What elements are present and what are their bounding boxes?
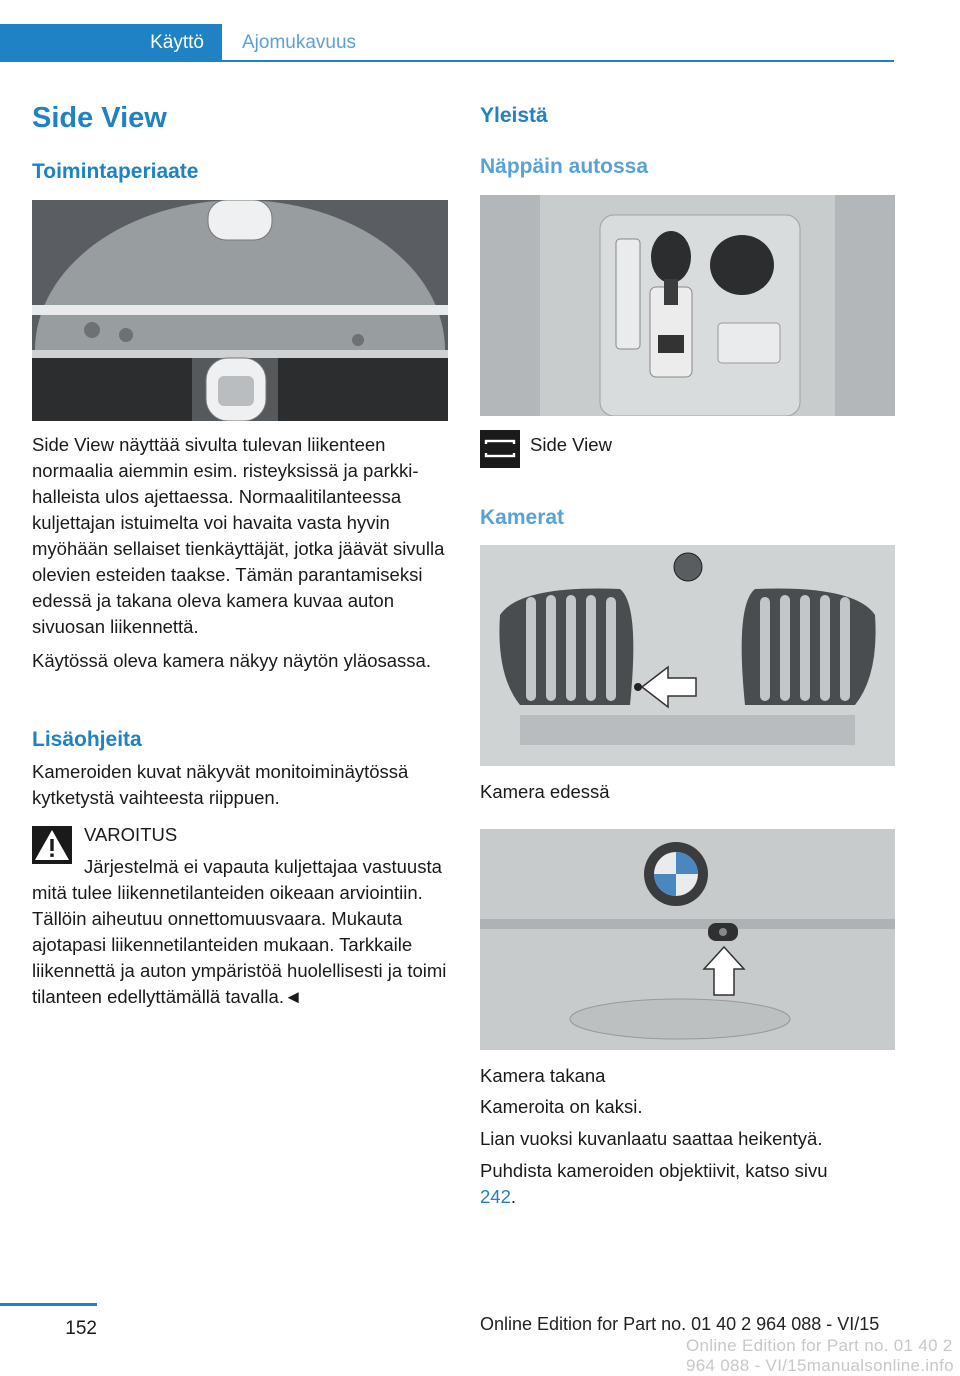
section-title-cameras: Kamerat (480, 506, 565, 529)
section-title-notes: Lisäohjeita (32, 728, 142, 751)
warning-text: Järjestelmä ei vapauta kuljettajaa vastuusta mitä tulee liikennetilanteiden oikeaan arviointiin. Tällöin aiheutuu onnettomuusvaara. Mukauta ajotapasi liikennetilanteiden mukaan. Tarkkaile liikennettä ja auton ympäristöä huolellisesti ja toimi tilanteen edellyttämällä tavalla.◄ (32, 856, 447, 1007)
warning-title: VAROITUS (84, 824, 178, 845)
principle-paragraph: Side View näyttää sivulta tulevan liikenteen normaalia aiemmin esim. risteyksissä ja parkkihalleista ulos ajettaessa. Normaalitilanteessa kuljettajan istuimelta voi havaita vasta hyvin myöhään sellaiset tienkäyttäjät, jotka jäävät sivulla olevien esteiden taakse. Tämän parantamiseksi edessä ja takana oleva kamera kuvaa auton sivuosan liikennettä. (32, 434, 445, 637)
cameras-count-paragraph: Kameroita on kaksi. (480, 1096, 643, 1117)
clean-text: Puhdista kameroiden objektiivit, katso sivu (480, 1160, 828, 1181)
tab-kaytto[interactable]: Käyttö (0, 24, 222, 62)
section-title-general: Yleistä (480, 104, 548, 127)
rear-camera-photo (480, 829, 895, 1050)
page-link-242[interactable]: 242 (480, 1186, 511, 1207)
clean-paragraph (480, 1158, 840, 1210)
notes-paragraph: Kameroiden kuvat näkyvät monitoiminäytössä kytketystä vaihteesta riippuen. (32, 761, 409, 808)
front-camera-photo (480, 545, 895, 766)
page-number: 152 (65, 1318, 97, 1339)
section-title-button: Näppäin autossa (480, 155, 649, 178)
watermark: Online Edition for Part no. 01 40 2 964 088 - VI/15manualsonline.info (686, 1336, 954, 1375)
header-divider (222, 60, 894, 62)
camera-display-paragraph: Käytössä oleva kamera näkyy näytön yläosassa. (32, 650, 431, 671)
edition-text: Online Edition for Part no. 01 40 2 964 088 - VI/15 (480, 1314, 880, 1334)
page-title: Side View (32, 102, 167, 134)
footer-divider (0, 1303, 97, 1306)
section-title-principle: Toimintaperiaate (32, 160, 199, 183)
caption-front-camera: Kamera edessä (480, 781, 610, 802)
cameras-text (480, 1094, 900, 1210)
side-view-button-label: Side View (530, 434, 612, 455)
caption-rear-camera: Kamera takana (480, 1065, 606, 1086)
side-view-button-icon (480, 430, 520, 468)
principle-text (32, 432, 452, 674)
center-console-photo (480, 195, 895, 416)
tab-ajomukavuus[interactable]: Ajomukavuus (242, 32, 357, 53)
clean-suffix: . (510, 1186, 517, 1207)
side-view-illustration (32, 200, 448, 421)
dirt-paragraph: Lian vuoksi kuvanlaatu saattaa heikentyä. (480, 1128, 823, 1149)
